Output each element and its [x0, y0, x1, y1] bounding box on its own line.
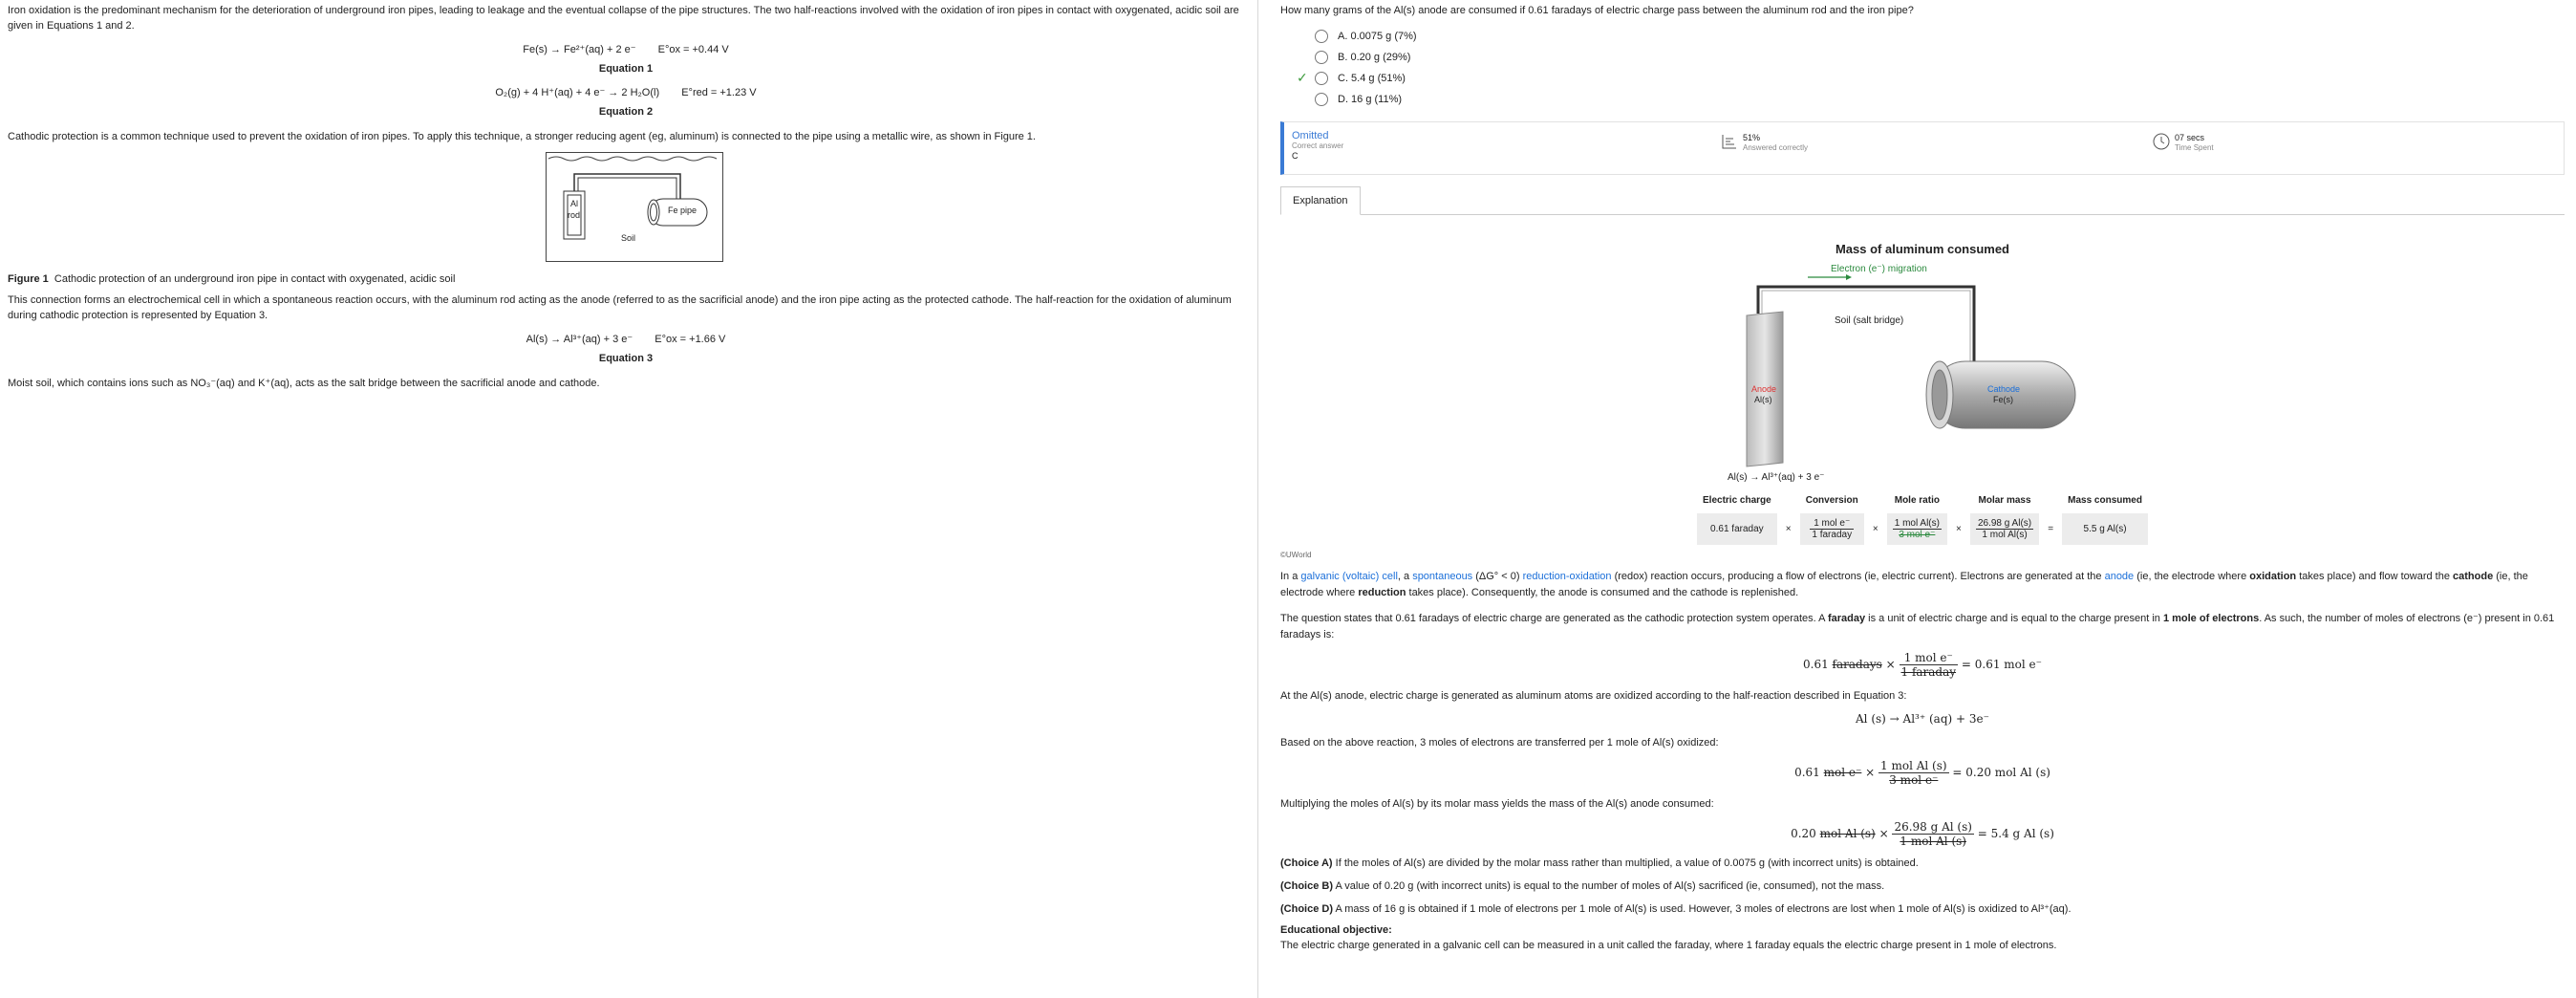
explanation-p5: Multiplying the moles of Al(s) by its molar mass yields the mass of the Al(s) anode consumed: — [1280, 798, 1714, 810]
math-faraday-conversion: 0.61 faradays × $\frac{\text{1 mol e⁻}}{\text{1 faraday}}$ = 0.61 mol e⁻ — [1803, 651, 2042, 679]
equation-2-text: O₂(g) + 4 H⁺(aq) + 4 e⁻ → 2 H₂O(l) — [495, 87, 660, 98]
explanation-figure-title: Mass of aluminum consumed — [1835, 242, 2010, 256]
cell-conversion — [1800, 513, 1864, 545]
correct-answer-value: C — [1292, 151, 1299, 161]
math-half-reaction: Al (s) → Al³⁺ (aq) + 3e⁻ — [1856, 712, 1989, 726]
figure-caption — [8, 273, 1244, 285]
choice-d-explanation: (Choice D) A mass of 16 g is obtained if 1 mole of electrons per 1 mole of Al(s) is used. However, 3 moles of electrons are lost when 1 mole of Al(s) is oxidized to Al³⁺(aq). — [1280, 903, 2072, 915]
equation-2-label: Equation 2 — [598, 106, 654, 118]
figure-caption-label: Figure 1 — [8, 273, 49, 285]
anode-metal-label: Al(s) — [1754, 395, 1772, 404]
cell-result: 5.5 g Al(s) — [2062, 513, 2148, 545]
educational-objective-title: Educational objective: — [1280, 924, 1392, 936]
link-anode[interactable]: anode — [2104, 571, 2135, 582]
choice-d-label: D. 16 g (11%) — [1338, 94, 1403, 105]
ratio-denominator: 3 mol e⁻ — [1899, 530, 1936, 540]
link-redox[interactable]: reduction-oxidation — [1522, 571, 1612, 582]
percent-label: Answered correctly — [1743, 143, 1809, 152]
math-mole-ratio: 0.61 mol e⁻ × $\frac{\text{1 mol Al (s)}}{\text{3 mol e⁻}}$ = 0.20 mol Al (s) — [1794, 759, 2050, 787]
time-stat — [2152, 132, 2214, 152]
figure-soil-label: Soil — [621, 233, 636, 243]
educational-objective-text: The electric charge generated in a galvanic cell can be measured in a unit called the faraday, where 1 faraday equals the electric charge present in 1 mole of electrons. — [1280, 940, 2057, 951]
choice-b-label: B. 0.20 g (29%) — [1338, 52, 1411, 63]
conversion-numerator: 1 mol e⁻ — [1810, 518, 1854, 530]
passage-cathodic: Cathodic protection is a common technique used to prevent the oxidation of iron pipes. To apply this technique, a stronger reducing agent (eg, aluminum) is connected to the pipe using a metallic wire, as shown in Figure 1. — [8, 131, 1036, 142]
watermark: ©UWorld — [1280, 551, 1312, 559]
cell-mole-ratio — [1887, 513, 1947, 545]
percent-value: 51% — [1743, 133, 1761, 142]
correct-check-icon: ✓ — [1297, 70, 1308, 85]
figure-caption-text: Cathodic protection of an underground iron pipe in contact with oxygenated, acidic soil — [54, 273, 456, 285]
omitted-stat — [1292, 130, 1343, 162]
radio-d[interactable] — [1315, 93, 1328, 106]
header-mole-ratio: Mole ratio — [1894, 495, 1940, 506]
choice-c[interactable] — [1280, 68, 2565, 89]
equals-1: = — [2048, 524, 2054, 534]
header-mass-consumed: Mass consumed — [2068, 495, 2142, 506]
calculation-table — [1691, 491, 2154, 545]
time-value: 07 secs — [2175, 133, 2205, 142]
times-1: × — [1785, 524, 1792, 534]
choice-d[interactable] — [1280, 89, 2565, 110]
bar-chart-icon — [1720, 132, 1739, 151]
times-2: × — [1872, 524, 1878, 534]
equation-1-potential: E°ox = +0.44 V — [657, 44, 729, 55]
anode-label: Anode — [1751, 384, 1777, 394]
mass-numerator: 26.98 g Al(s) — [1977, 518, 2032, 529]
header-conversion: Conversion — [1805, 495, 1858, 506]
choice-b[interactable] — [1280, 47, 2565, 68]
question-pane — [1261, 0, 2576, 998]
mass-denominator: 1 mol Al(s) — [1982, 530, 2028, 540]
conversion-denominator: 1 faraday — [1812, 530, 1853, 540]
radio-c[interactable] — [1315, 72, 1328, 85]
cell-charge: 0.61 faraday — [1697, 513, 1777, 545]
explanation-p2: The question states that 0.61 faradays of electric charge are generated as the cathodic protection system operates. A faraday is a unit of electric charge and is equal to the charge present in 1 mole of electrons. As such, the number of moles of electrons (e⁻) present in 0.61 faradays is: — [1280, 613, 2555, 640]
electron-migration-label: Electron (e⁻) migration — [1831, 264, 1927, 274]
figure-rod-label: rod — [568, 210, 581, 220]
equation-3 — [8, 333, 1244, 345]
tab-bar — [1280, 186, 2565, 215]
choice-c-label: C. 5.4 g (51%) — [1338, 73, 1406, 84]
explanation-diagram — [1682, 256, 2159, 486]
math-molar-mass: 0.20 mol Al (s) × $\frac{\text{26.98 g Al (s)}}{\text{1 mol Al (s)}}$ = 5.4 g Al (s) — [1791, 820, 2054, 848]
figure-al-label: Al — [570, 199, 579, 208]
answer-stats — [1280, 121, 2565, 175]
clock-icon — [2152, 132, 2171, 151]
link-galvanic-cell[interactable]: galvanic (voltaic) cell — [1300, 571, 1398, 582]
anode-reaction-label: Al(s) → Al³⁺(aq) + 3 e⁻ — [1728, 472, 1825, 483]
explanation-p1: In a galvanic (voltaic) cell, a spontaneous (ΔG° < 0) reduction-oxidation (redox) reaction occurs, producing a flow of electrons (ie, electric current). Electrons are generated at the anode (ie, the electrode where oxidation takes place) and flow toward the cathode (ie, the electrode where reduction takes place). Consequently, the anode is consumed and the cathode is replenished. — [1280, 571, 2528, 598]
passage-connection: This connection forms an electrochemical cell in which a spontaneous reaction occurs, with the aluminum rod acting as the anode (referred to as the sacrificial anode) and the iron pipe acting as the protected cathode. The half-reaction for the oxidation of aluminum during cathodic protection is represented by Equation 3. — [8, 294, 1232, 321]
choice-a-label: A. 0.0075 g (7%) — [1338, 31, 1417, 42]
ratio-numerator: 1 mol Al(s) — [1894, 518, 1940, 529]
radio-a[interactable] — [1315, 30, 1328, 43]
cathode-metal-label: Fe(s) — [1993, 395, 2013, 404]
omitted-status: Omitted — [1292, 130, 1329, 141]
figure-pipe-label: Fe pipe — [668, 206, 698, 215]
equation-2-potential: E°red = +1.23 V — [681, 87, 757, 98]
equation-1 — [8, 43, 1244, 55]
figure-1 — [546, 152, 723, 262]
pane-divider[interactable] — [1257, 0, 1258, 998]
choice-a-explanation: (Choice A) If the moles of Al(s) are divided by the molar mass rather than multiplied, a value of 0.0075 g (with incorrect units) is obtained. — [1280, 857, 1919, 869]
choice-b-explanation: (Choice B) A value of 0.20 g (with incorrect units) is equal to the number of moles of Al(s) sacrificed (ie, consumed), not the mass. — [1280, 880, 1885, 892]
correct-answer-label: Correct answer — [1292, 141, 1344, 150]
header-molar-mass: Molar mass — [1978, 495, 2031, 506]
passage-moist: Moist soil, which contains ions such as NO₃⁻(aq) and K⁺(aq), acts as the salt bridge between the sacrificial anode and cathode. — [8, 378, 600, 389]
passage-intro: Iron oxidation is the predominant mechanism for the deterioration of underground iron pipes, leading to leakage and the eventual collapse of the pipe structures. The two half-reactions involved with the oxidation of iron pipes in contact with oxygenated, acidic soil are given in Equations 1 and 2. — [8, 5, 1239, 32]
link-spontaneous[interactable]: spontaneous — [1412, 571, 1473, 582]
times-3: × — [1956, 524, 1962, 534]
explanation-diagram-drawing — [1682, 256, 2159, 486]
equation-1-label: Equation 1 — [598, 63, 654, 75]
tab-explanation[interactable]: Explanation — [1280, 186, 1361, 215]
header-electric-charge: Electric charge — [1703, 495, 1771, 506]
salt-bridge-label: Soil (salt bridge) — [1835, 315, 1904, 326]
explanation-p3: At the Al(s) anode, electric charge is generated as aluminum atoms are oxidized according to the half-reaction described in Equation 3: — [1280, 690, 1907, 702]
choice-a[interactable] — [1280, 26, 2565, 47]
passage-pane — [0, 0, 1252, 998]
explanation-p4: Based on the above reaction, 3 moles of electrons are transferred per 1 mole of Al(s) oxidized: — [1280, 737, 1719, 748]
cell-molar-mass — [1970, 513, 2039, 545]
equation-3-label: Equation 3 — [598, 353, 654, 364]
question-stem: How many grams of the Al(s) anode are consumed if 0.61 faradays of electric charge pass between the aluminum rod and the iron pipe? — [1280, 5, 1914, 16]
equation-3-text: Al(s) → Al³⁺(aq) + 3 e⁻ — [526, 334, 633, 345]
equation-1-text: Fe(s) → Fe²⁺(aq) + 2 e⁻ — [523, 44, 636, 55]
cathode-label: Cathode — [1987, 384, 2021, 394]
percent-stat — [1720, 132, 1808, 152]
time-label: Time Spent — [2175, 143, 2214, 152]
equation-3-potential: E°ox = +1.66 V — [655, 334, 726, 345]
radio-b[interactable] — [1315, 51, 1328, 64]
equation-2 — [8, 86, 1244, 98]
